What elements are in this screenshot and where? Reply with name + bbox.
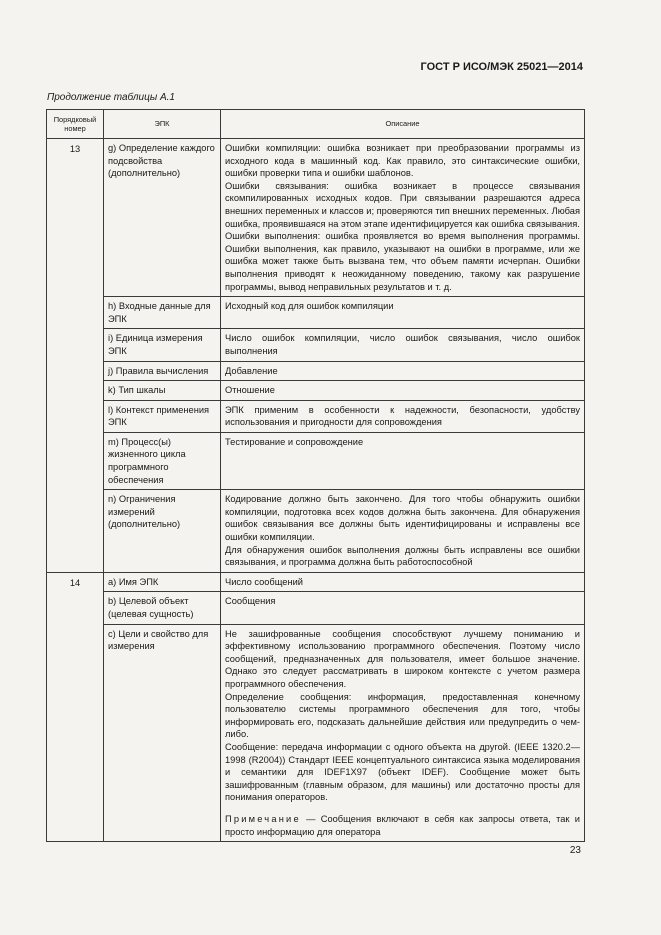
table-row [47, 432, 585, 489]
document-header: ГОСТ Р ИСО/МЭК 25021—2014 [420, 61, 583, 73]
note-label: Примечание [225, 813, 301, 824]
note-text: — Сообщения включают в себя как запросы ответа, так и просто информацию для оператора [225, 813, 580, 837]
table-row [47, 329, 585, 361]
description-paragraph: Для обнаружения ошибок выполнения должны быть исправлены все ошибки связывания, и программа должна быть работоспособной [225, 544, 580, 568]
description-cell: Исходный код для ошибок компиляции [221, 297, 585, 329]
description-cell [221, 624, 585, 842]
table-row [47, 400, 585, 432]
description-paragraph: Не зашифрованные сообщения способствуют лучшему пониманию и эффективному использованию программного обеспечения. Поэтому число сообщений, предназначенных для пользователя, имеет большое значение. Однако это следует рассматривать в широком контексте с учетом размера программного обеспечения. [225, 628, 580, 689]
description-cell: Отношение [221, 381, 585, 401]
description-cell: Сообщения [221, 592, 585, 624]
epc-cell: g) Определение каждого подсвойства (дополнительно) [104, 139, 221, 297]
table-row [47, 381, 585, 401]
table-row [47, 297, 585, 329]
epc-cell: m) Процесс(ы) жизненного цикла программного обеспечения [104, 432, 221, 489]
epc-cell: b) Целевой объект (целевая сущность) [104, 592, 221, 624]
description-cell [221, 139, 585, 297]
description-paragraph: Ошибки связывания: ошибка возникает в процессе связывания скомпилированных исходных кодов. При связывании разрешаются адреса внешних переменных и классов и; проверяются тип внешних переменных. Любая ошибка, проявившаяся на этом этапе идентифицируется как ошибка связывания. [225, 180, 580, 229]
description-cell: ЭПК применим в особенности к надежности, безопасности, удобству использования и пригодности для сопровождения [221, 400, 585, 432]
table-header-row [47, 110, 585, 139]
column-header-description: Описание [221, 110, 585, 139]
epc-cell: а) Имя ЭПК [104, 572, 221, 592]
epc-cell: j) Правила вычисления [104, 361, 221, 381]
table-row [47, 361, 585, 381]
requirements-table [46, 109, 585, 842]
table-caption: Продолжение таблицы А.1 [47, 92, 175, 103]
note-paragraph [225, 813, 580, 838]
description-cell: Тестирование и сопровождение [221, 432, 585, 489]
description-cell: Число сообщений [221, 572, 585, 592]
description-paragraph: Ошибки компиляции: ошибка возникает при преобразовании программы из исходного кода в машинный код. Как правило, это синтаксические ошибки, ошибки проверки типа и ошибки шаблонов. [225, 143, 580, 179]
description-cell: Добавление [221, 361, 585, 381]
row-number: 13 [47, 139, 104, 573]
table-row [47, 592, 585, 624]
description-cell: Число ошибок компиляции, число ошибок связывания, число ошибок выполнения [221, 329, 585, 361]
table-row [47, 490, 585, 573]
epc-cell: n) Ограничения измерений (дополнительно) [104, 490, 221, 573]
description-paragraph: Сообщение: передача информации с одного объекта на другой. (IEEE 1320.2—1998 (R2004)) Стандарт IEEE концептуального синтаксиса языка моделирования и семантики для IDEF1X97 (объект IDEF). Сообщение может быть зашифрованным (главным образом, для машины) или достаточно просты для понимания операторов. [225, 741, 580, 803]
description-cell [221, 490, 585, 573]
epc-cell: l) Контекст применения ЭПК [104, 400, 221, 432]
description-paragraph: Кодирование должно быть закончено. Для того чтобы обнаружить ошибки компиляции, подготовка всех кодов должна быть закончена. Для обнаружения ошибок связывания все должны быть идентифицированы и исправлены все ошибки компиляции. [225, 494, 580, 543]
column-header-epc: ЭПК [104, 110, 221, 139]
table-row [47, 572, 585, 592]
table-row [47, 139, 585, 297]
epc-cell: c) Цели и свойство для измерения [104, 624, 221, 842]
column-header-number: Порядковый номер [47, 110, 104, 139]
epc-cell: i) Единица измерения ЭПК [104, 329, 221, 361]
epc-cell: h) Входные данные для ЭПК [104, 297, 221, 329]
table-row [47, 624, 585, 842]
epc-cell: k) Тип шкалы [104, 381, 221, 401]
page-number: 23 [569, 845, 581, 856]
description-paragraph: Ошибки выполнения: ошибка проявляется во время выполнения программы. Ошибки выполнения, как правило, указывают на ошибки в программе, или же ошибка может также быть вызвана тем, что объем памяти исчерпан. Ошибки выполнения приводят к неожиданному поведению, такому как разрушение программы, вывод неправильных результатов и т. д. [225, 231, 580, 292]
description-paragraph: Определение сообщения: информация, предоставленная конечному пользователю системы программного обеспечения для того, чтобы информировать его, подсказать дальнейшие действия или предупредить о чем-либо. [225, 691, 580, 740]
row-number: 14 [47, 572, 104, 841]
